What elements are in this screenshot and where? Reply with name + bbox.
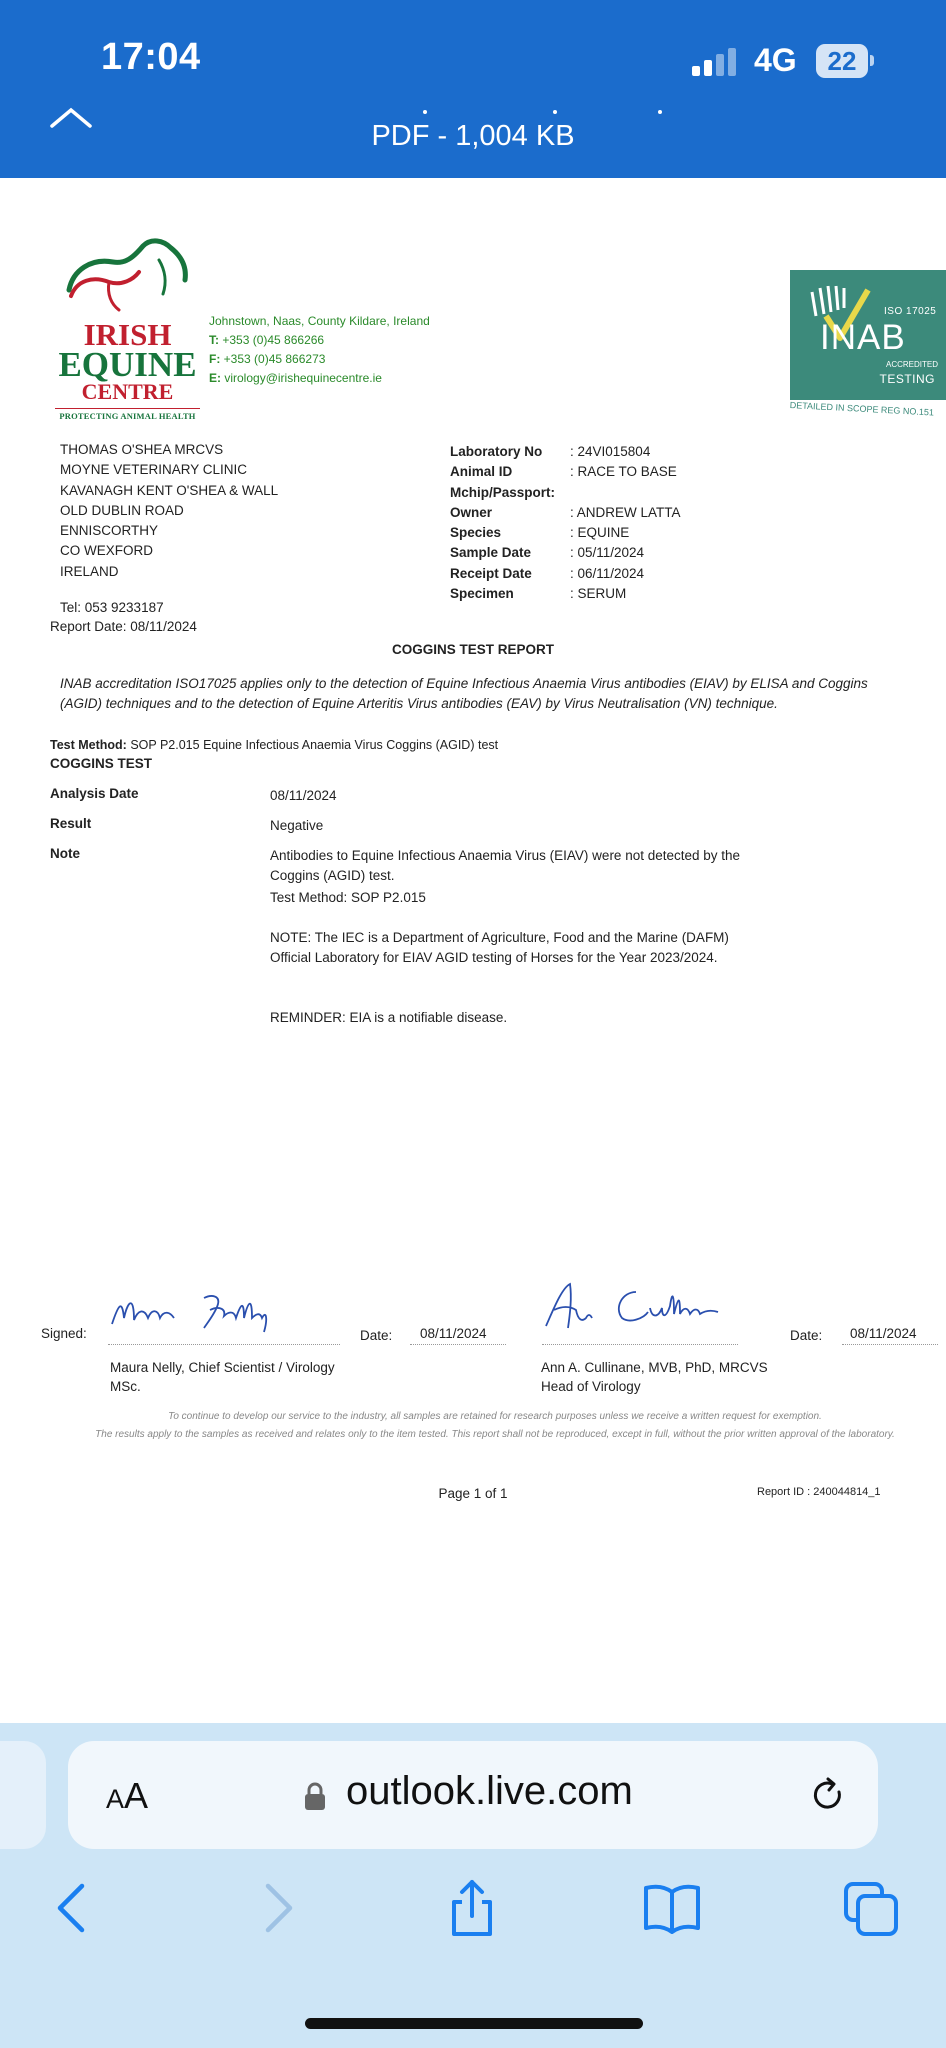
address-line: ENNISCORTHY [60,523,159,539]
address-line: CO WEXFORD [60,543,153,559]
info-row: Specimen : SERUM [450,586,627,602]
signer2-date: 08/11/2024 [850,1326,917,1341]
accreditation-disclaimer: INAB accreditation ISO17025 applies only to the detection of Equine Infectious Anaemia Virus antibodies (EIAV) by ELISA and Coggins (AGID) techniques and to the detection of Equine Arteritis Virus antibodies (EAV) by Virus Neutralisation (VN) technique. [60,676,868,711]
result-label: Result [50,816,92,831]
inab-accredited: ACCREDITED [886,360,939,369]
bookmarks-icon[interactable] [642,1878,702,1938]
signer2-date-label: Date: [790,1328,823,1343]
url-text[interactable]: outlook.live.com [346,1769,633,1813]
note-method: Test Method: SOP P2.015 [270,890,426,905]
pdf-page [0,178,946,1723]
scroll-tick [553,110,557,114]
info-row: Receipt Date : 06/11/2024 [450,565,645,581]
date-line [842,1344,938,1345]
footer-fineprint: To continue to develop our service to the industry, all samples are retained for research purposes unless we receive a written request for exemption. The results apply to the samples as received and relates only to the item tested. This report shall not be reproduced, except in full, without the prior written approval of the laboratory. [95,1411,895,1440]
info-row: Laboratory No : 24VI015804 [450,444,651,459]
signer1-block: Maura Nelly, Chief Scientist / Virology MSc. [110,1360,335,1394]
report-title: COGGINS TEST REPORT [391,642,554,657]
lab-email: E: virology@irishequinecentre.ie [209,371,382,385]
inab-iso: ISO 17025 [884,306,937,317]
inab-accreditation-badge [790,270,946,400]
note-dafm: NOTE: The IEC is a Department of Agriculture, Food and the Marine (DAFM) Official Laboratory for EIAV AGID testing of Horses for the Year 2023/2024. [270,930,729,965]
text-size-button[interactable]: AA [106,1775,149,1816]
logo-irish: IRISH [83,317,172,352]
address-line: KAVANAGH KENT O'SHEA & WALL [60,482,279,498]
network-type: 4G [754,42,797,78]
analysis-date-value: 08/11/2024 [270,788,337,803]
inab-name: INAB [820,318,906,357]
battery-tip [870,55,874,66]
inab-reg-number: DETAILED IN SCOPE REG NO.151 [789,400,935,418]
recipient-address [60,440,278,582]
result-value: Negative [270,818,324,833]
info-row: Species : EQUINE [450,525,630,541]
analysis-date-label: Analysis Date [50,786,139,801]
lab-fax: F: +353 (0)45 866273 [209,352,326,366]
logo-tagline: PROTECTING ANIMAL HEALTH [55,408,200,421]
note-text: Antibodies to Equine Infectious Anaemia Virus (EIAV) were not detected by the Coggins (AGID) test. [270,848,741,883]
address-bar[interactable] [68,1741,878,1849]
cellular-signal-icon [692,46,738,76]
reload-icon[interactable] [808,1775,848,1815]
address-line: IRELAND [60,563,119,579]
address-line: THOMAS O'SHEA MRCVS [60,442,224,457]
scroll-tick [658,110,662,114]
info-row: Mchip/Passport: [450,484,556,500]
logo-equine: EQUINE [58,345,197,384]
signer1-date: 08/11/2024 [420,1326,487,1341]
viewer-header [0,0,946,178]
page-number: Page 1 of 1 [438,1486,508,1501]
document-title: PDF - 1,004 KB [371,120,575,152]
report-date: Report Date: 08/11/2024 [50,619,197,634]
browser-toolbar [0,1723,946,2048]
lock-icon [304,1781,326,1811]
horse-logo-icon [63,236,193,316]
previous-tab-preview[interactable] [0,1741,46,1849]
recipient-tel: Tel: 053 9233187 [60,600,164,615]
lab-phone: T: +353 (0)45 866266 [209,333,325,347]
signature-line [542,1344,738,1345]
status-time: 17:04 [101,36,201,78]
signer2-block: Ann A. Cullinane, MVB, PhD, MRCVS Head of Virology [541,1360,768,1394]
tabs-icon[interactable] [842,1878,902,1938]
inab-testing: TESTING [879,372,935,386]
info-row: Animal ID : RACE TO BASE [450,464,677,480]
share-icon[interactable] [442,1878,502,1938]
note-label: Note [50,846,80,861]
forward-icon[interactable] [246,1878,306,1938]
report-id: Report ID : 240044814_1 [757,1486,881,1498]
irish-equine-centre-logo [55,236,200,421]
signature-line [108,1344,340,1345]
lab-address: Johnstown, Naas, County Kildare, Ireland [209,314,430,328]
sample-info [450,442,770,604]
signature-ann-cullinane [540,1278,740,1338]
test-method: Test Method: SOP P2.015 Equine Infectious Anaemia Virus Coggins (AGID) test [50,738,499,752]
info-row: Owner : ANDREW LATTA [450,504,681,520]
back-icon[interactable] [44,1878,104,1938]
address-line: OLD DUBLIN ROAD [60,502,184,518]
section-heading: COGGINS TEST [50,756,153,771]
scroll-tick [423,110,427,114]
address-line: MOYNE VETERINARY CLINIC [60,462,248,478]
battery-icon: 22 [816,44,868,78]
logo-centre: CENTRE [81,379,174,404]
date-line [410,1344,506,1345]
note-reminder: REMINDER: EIA is a notifiable disease. [270,1010,508,1025]
signature-maura-nelly [108,1288,308,1338]
home-indicator[interactable] [305,2018,643,2029]
info-row: Sample Date : 05/11/2024 [450,545,645,561]
signer1-date-label: Date: [360,1328,393,1343]
lab-contact [209,312,430,388]
signed-label: Signed: [41,1326,87,1341]
